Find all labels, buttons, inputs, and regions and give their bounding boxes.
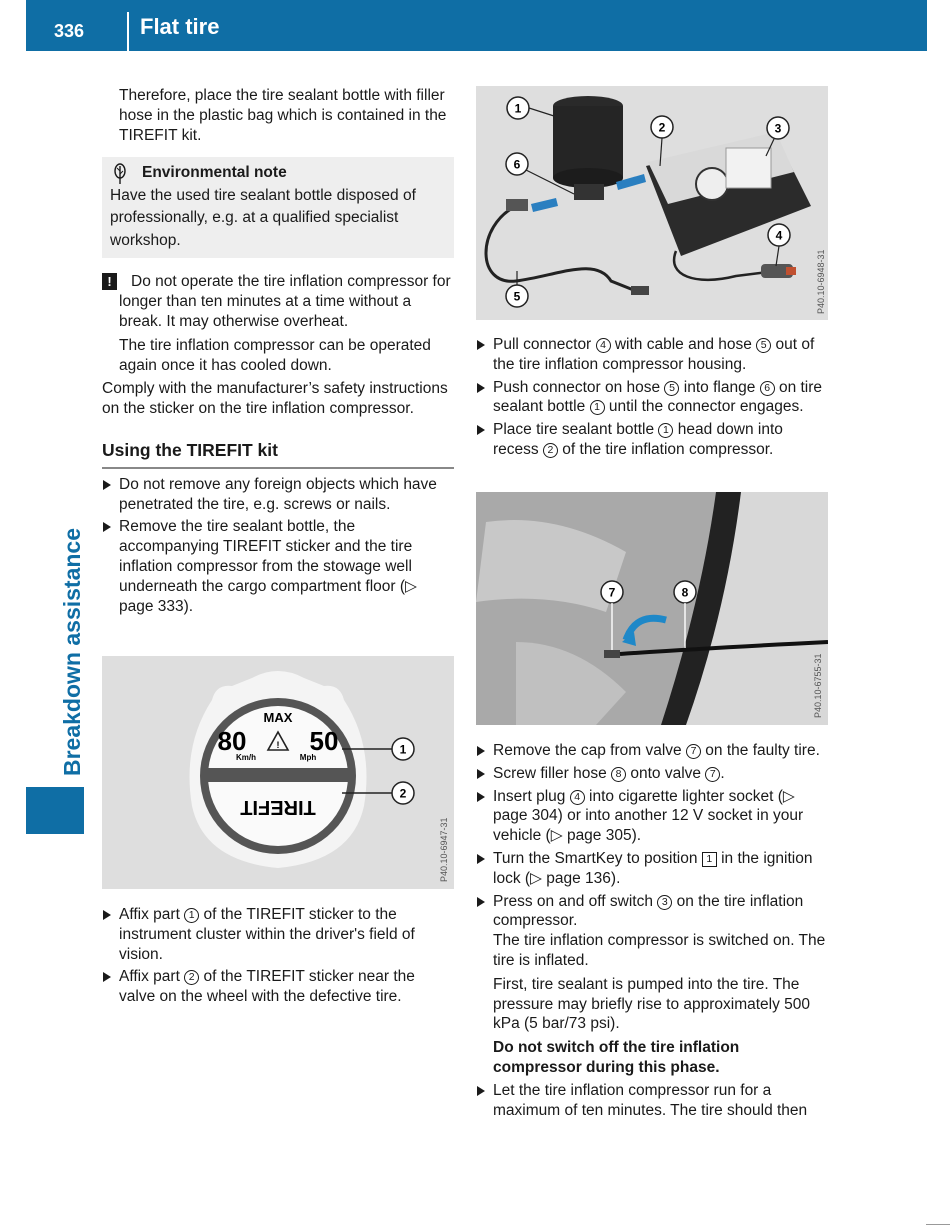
figure-code: P40.10-6755-31 <box>813 653 823 718</box>
intro-text: Therefore, place the tire sealant bottle with filler hose in the plastic bag which is contained in the TIREFIT kit. <box>119 87 447 144</box>
step-item: Affix part 2 of the TIREFIT sticker near the valve on the wheel with the defective tire. <box>102 967 454 1007</box>
step-item: Place tire sealant bottle 1 head down into recess 2 of the tire inflation compressor. <box>476 420 831 460</box>
callout-number: 1 <box>184 908 199 923</box>
step-item: Insert plug 4 into cigarette lighter socket (▷ page 304) or into another 12 V socket in your vehicle (▷ page 305). <box>476 787 831 846</box>
svg-text:4: 4 <box>775 228 783 243</box>
svg-text:1: 1 <box>399 742 407 757</box>
warning-text: Do not operate the tire inflation compressor for longer than ten minutes at a time without a break. It may otherwise overheat. <box>119 273 451 330</box>
callout-number: 5 <box>756 338 771 353</box>
page-number: 336 <box>54 21 85 41</box>
callout-number: 1 <box>590 400 605 415</box>
tirefit-sticker-figure <box>102 656 454 889</box>
step-item: Pull connector 4 with cable and hose 5 out of the tire inflation compressor housing. <box>476 335 831 375</box>
svg-text:3: 3 <box>774 121 782 136</box>
svg-text:8: 8 <box>681 585 689 600</box>
left-column <box>102 86 454 616</box>
warning-icon: ! <box>102 273 117 290</box>
svg-text:2: 2 <box>399 786 407 801</box>
step-item: Let the tire inflation compressor run for a maximum of ten minutes. The tire should then <box>476 1081 831 1121</box>
right-column-top <box>476 332 831 460</box>
result-text: First, tire sealant is pumped into the tire. The pressure may briefly rise to approximately 500 kPa (5 bar/73 psi). <box>493 975 811 1033</box>
svg-text:6: 6 <box>513 157 521 172</box>
env-note-heading <box>110 162 446 185</box>
left-column-bottom <box>102 902 454 1007</box>
callout-number: 4 <box>570 790 585 805</box>
callout-number: 2 <box>543 443 558 458</box>
callout-number: 8 <box>611 767 626 782</box>
svg-text:2: 2 <box>658 120 666 135</box>
svg-text:!: ! <box>276 740 280 750</box>
env-note-title: Environmental note <box>142 164 287 182</box>
warning-text-2: The tire inflation compressor can be operated again once it has cooled down. <box>119 336 431 374</box>
result-text: The tire inflation compressor is switched on. The tire is inflated. <box>493 932 826 969</box>
callout-number: 6 <box>760 381 775 396</box>
sticker-illustration <box>102 656 454 889</box>
svg-text:5: 5 <box>513 289 521 304</box>
page-title: Flat tire <box>140 14 220 39</box>
step-item: Affix part 1 of the TIREFIT sticker to the instrument cluster within the driver's field of vision. <box>102 905 454 964</box>
step-item: Do not remove any foreign objects which have penetrated the tire, e.g. screws or nails. <box>102 475 454 515</box>
callout-number: 1 <box>658 423 673 438</box>
step-item: Remove the cap from valve 7 on the faulty tire. <box>476 741 831 761</box>
callout-number: 7 <box>686 744 701 759</box>
step-item: Push connector on hose 5 into flange 6 on tire sealant bottle 1 until the connector engages. <box>476 378 831 418</box>
env-note-text: Have the used tire sealant bottle disposed of professionally, e.g. at a qualified specialist workshop. <box>110 186 416 249</box>
callout-number: 5 <box>664 381 679 396</box>
step-item: Press on and off switch 3 on the tire inflation compressor. The tire inflation compressor is switched on. The tire is inflated. First, tire sealant is pumped into the tire. The pressure may briefly rise to approximately 500 kPa (5 bar/73 psi). Do not switch off the tire inflation compressor during this phase. <box>476 892 831 1078</box>
figure-code: P40.10-6947-31 <box>439 817 449 882</box>
callout-number: 7 <box>705 767 720 782</box>
sticker-mph-unit: Mph <box>299 753 317 762</box>
callout-number: 2 <box>184 970 199 985</box>
compressor-illustration <box>476 86 828 320</box>
section-heading: Using the TIREFIT kit <box>102 441 454 469</box>
step-item: Turn the SmartKey to position 1 in the ignition lock (▷ page 136). <box>476 849 831 889</box>
svg-text:1: 1 <box>514 101 522 116</box>
callout-number: 3 <box>657 895 672 910</box>
warning-note <box>102 272 454 375</box>
chapter-side-tab <box>26 787 84 834</box>
key-position-number: 1 <box>702 852 717 867</box>
sticker-kmh-value: 80 <box>217 726 247 756</box>
svg-text:7: 7 <box>608 585 616 600</box>
step-item: Screw filler hose 8 onto valve 7 . <box>476 764 831 784</box>
compressor-kit-figure <box>476 86 828 320</box>
header-divider <box>127 12 129 51</box>
valve-figure <box>476 492 828 725</box>
figure-code: P40.10-6948-31 <box>816 249 826 314</box>
bold-warning-text: Do not switch off the tire inflation compressor during this phase. <box>493 1039 740 1076</box>
sticker-brand: TIREFIT <box>240 796 316 818</box>
sticker-kmh-unit: Km/h <box>236 753 256 762</box>
right-column-bottom <box>476 738 831 1120</box>
chapter-side-label: Breakdown assistance <box>59 527 85 776</box>
comply-text: Comply with the manufacturer’s safety instructions on the sticker on the tire inflation compressor. <box>102 380 448 418</box>
sticker-mph-value: 50 <box>309 726 339 756</box>
sticker-max: MAX <box>263 710 293 725</box>
environmental-note <box>102 157 454 258</box>
leaf-icon <box>110 163 130 185</box>
page-header <box>26 0 927 51</box>
callout-number: 4 <box>596 338 611 353</box>
page-corner-mark <box>926 1224 950 1226</box>
step-list-left <box>102 475 454 617</box>
step-item: Remove the tire sealant bottle, the accompanying TIREFIT sticker and the tire inflation compressor from the stowage well underneath the cargo compartment floor (▷ page 333). <box>102 517 454 616</box>
valve-illustration <box>476 492 828 725</box>
